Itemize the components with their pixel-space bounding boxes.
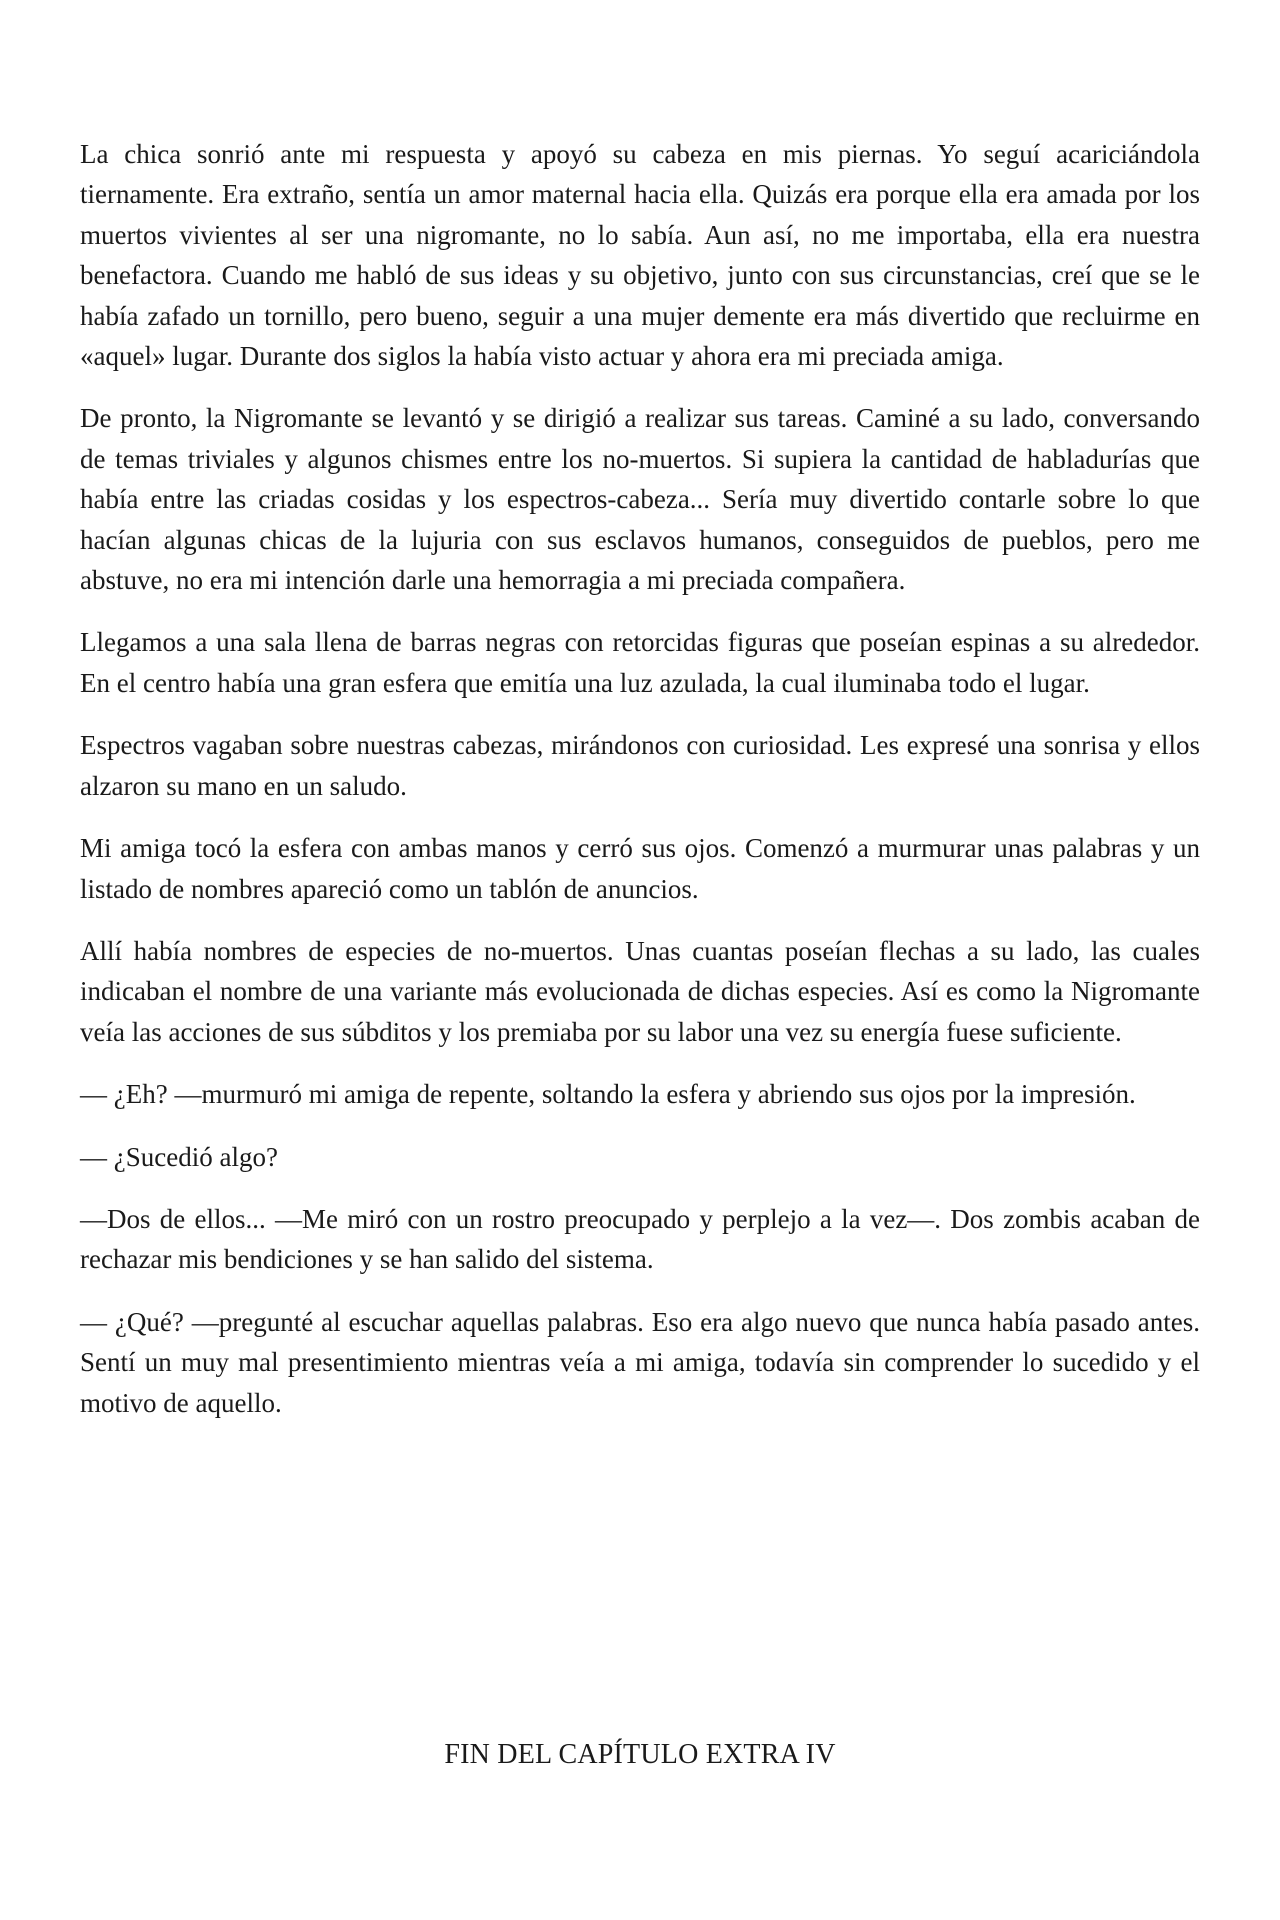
dialogue-line-1: — ¿Eh? —murmuró mi amiga de repente, soltando la esfera y abriendo sus ojos por la impresión. — [80, 1079, 1136, 1110]
text-body — [80, 134, 1200, 1445]
paragraph-1: La chica sonrió ante mi respuesta y apoyó su cabeza en mis piernas. Yo seguí acariciándola tiernamente. Era extraño, sentía un amor maternal hacia ella. Quizás era porque ella era amada por los muertos vivientes al ser una nigromante, no lo sabía. Aun así, no me importaba, ella era nuestra benefactora. Cuando me habló de sus ideas y su objetivo, junto con sus circunstancias, creí que se le había zafado un tornillo, pero bueno, seguir a una mujer demente era más divertido que recluirme en «aquel» lugar. Durante dos siglos la había visto actuar y ahora era mi preciada amiga. — [80, 139, 1200, 372]
paragraph-2: De pronto, la Nigromante se levantó y se dirigió a realizar sus tareas. Caminé a su lado, conversando de temas triviales y algunos chismes entre los no-muertos. Si supiera la cantidad de habladurías que había entre las criadas cosidas y los espectros-cabeza... Sería muy divertido contarle sobre lo que hacían algunas chicas de la lujuria con sus esclavos humanos, conseguidos de pueblos, pero me abstuve, no era mi intención darle una hemorragia a mi preciada compañera. — [80, 403, 1200, 596]
dialogue-line-3: —Dos de ellos... —Me miró con un rostro preocupado y perplejo a la vez—. Dos zombis acaban de rechazar mis bendiciones y se han salido del sistema. — [80, 1203, 1200, 1275]
dialogue-line-4: — ¿Qué? —pregunté al escuchar aquellas palabras. Eso era algo nuevo que nunca había pasado antes. Sentí un muy mal presentimiento mientras veía a mi amiga, todavía sin comprender lo sucedido y el motivo de aquello. — [80, 1306, 1200, 1418]
paragraph-5: Mi amiga tocó la esfera con ambas manos y cerró sus ojos. Comenzó a murmurar unas palabras y un listado de nombres apareció como un tablón de anuncios. — [80, 833, 1200, 904]
paragraph-4: Espectros vagaban sobre nuestras cabezas, mirándonos con curiosidad. Les expresé una sonrisa y ellos alzaron su mano en un saludo. — [80, 730, 1200, 801]
paragraph-3: Llegamos a una sala llena de barras negras con retorcidas figuras que poseían espinas a su alrededor. En el centro había una gran esfera que emitía una luz azulada, la cual iluminaba todo el lugar. — [80, 627, 1200, 698]
paragraph-6: Allí había nombres de especies de no-muertos. Unas cuantas poseían flechas a su lado, las cuales indicaban el nombre de una variante más evolucionada de dichas especies. Así es como la Nigromante veía las acciones de sus súbditos y los premiaba por su labor una vez su energía fuese suficiente. — [80, 935, 1200, 1047]
dialogue-line-2: — ¿Sucedió algo? — [80, 1141, 278, 1172]
chapter-end-heading: FIN DEL CAPÍTULO EXTRA IV — [444, 1739, 836, 1770]
